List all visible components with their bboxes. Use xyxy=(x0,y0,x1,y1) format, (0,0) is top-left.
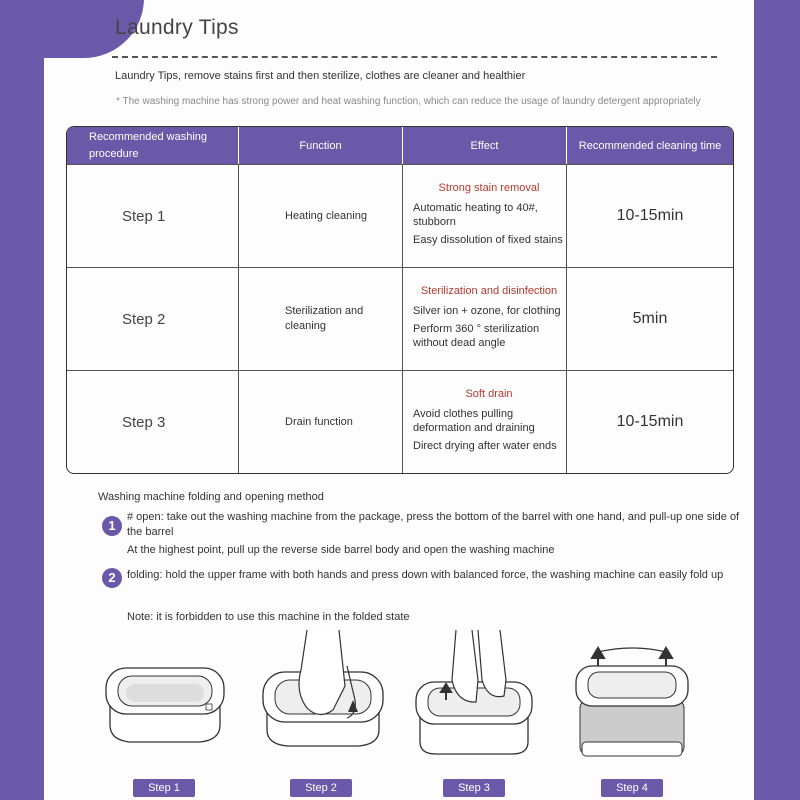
effect-title: Soft drain xyxy=(465,388,513,400)
folding-step-1-text-2: At the highest point, pull up the reverse side barrel body and open the washing machine xyxy=(127,544,555,556)
time-cell: 5min xyxy=(567,267,733,370)
effect-line: Automatic heating to 40#, stubborn xyxy=(413,202,538,228)
effect-line: Avoid clothes pulling deformation and draining xyxy=(413,408,535,434)
effect-cell xyxy=(403,370,567,473)
divider xyxy=(112,56,717,58)
step2-press-illustration xyxy=(255,630,390,770)
effect-title: Strong stain removal xyxy=(438,182,540,194)
number-badge-2: 2 xyxy=(102,568,122,588)
header-function: Function xyxy=(239,127,403,164)
step1-washer-illustration xyxy=(100,630,230,770)
table-row xyxy=(67,267,733,370)
effect-cell xyxy=(403,164,567,267)
header-procedure: Recommended washing procedure xyxy=(67,127,239,164)
table-row xyxy=(67,370,733,473)
folding-step-2-text: folding: hold the upper frame with both hands and press down with balanced force, the washing machine can easily fold up xyxy=(127,569,724,581)
header-time: Recommended cleaning time xyxy=(567,127,733,164)
step-label-4: Step 4 xyxy=(601,779,663,797)
step-label-1: Step 1 xyxy=(133,779,195,797)
effect-line: Easy dissolution of fixed stains xyxy=(413,234,563,246)
step-label-3: Step 3 xyxy=(443,779,505,797)
step4-open-illustration xyxy=(570,630,695,770)
table-row xyxy=(67,164,733,267)
header-effect: Effect xyxy=(403,127,567,164)
step-label-2: Step 2 xyxy=(290,779,352,797)
procedure-table xyxy=(66,126,734,474)
effect-line: Direct drying after water ends xyxy=(413,440,557,452)
folding-note: Note: it is forbidden to use this machine in the folded state xyxy=(127,611,410,623)
step3-pull-up-illustration xyxy=(412,630,537,770)
function-cell: Heating cleaning xyxy=(239,164,403,267)
page-title: Laundry Tips xyxy=(115,16,239,39)
note-text: * The washing machine has strong power and heat washing function, which can reduce the usage of laundry detergent appropriately xyxy=(116,96,701,107)
time-cell: 10-15min xyxy=(567,164,733,267)
function-cell: Drain function xyxy=(239,370,403,473)
effect-line: Silver ion + ozone, for clothing xyxy=(413,305,561,317)
time-cell: 10-15min xyxy=(567,370,733,473)
folding-step-1-text: # open: take out the washing machine from the package, press the bottom of the barrel with one hand, and pull-up one side of the barrel xyxy=(127,511,740,538)
folding-title: Washing machine folding and opening method xyxy=(98,491,324,503)
effect-line: Perform 360 ° sterilization without dead angle xyxy=(413,323,540,349)
step-cell: Step 1 xyxy=(67,164,239,267)
effect-title: Sterilization and disinfection xyxy=(420,285,558,297)
effect-cell xyxy=(403,267,567,370)
number-badge-1: 1 xyxy=(102,516,122,536)
intro-text: Laundry Tips, remove stains first and then sterilize, clothes are cleaner and healthier xyxy=(115,70,526,82)
step-cell: Step 2 xyxy=(67,267,239,370)
step-cell: Step 3 xyxy=(67,370,239,473)
function-cell: Sterilization and cleaning xyxy=(239,267,403,370)
table-header-row xyxy=(67,127,733,164)
